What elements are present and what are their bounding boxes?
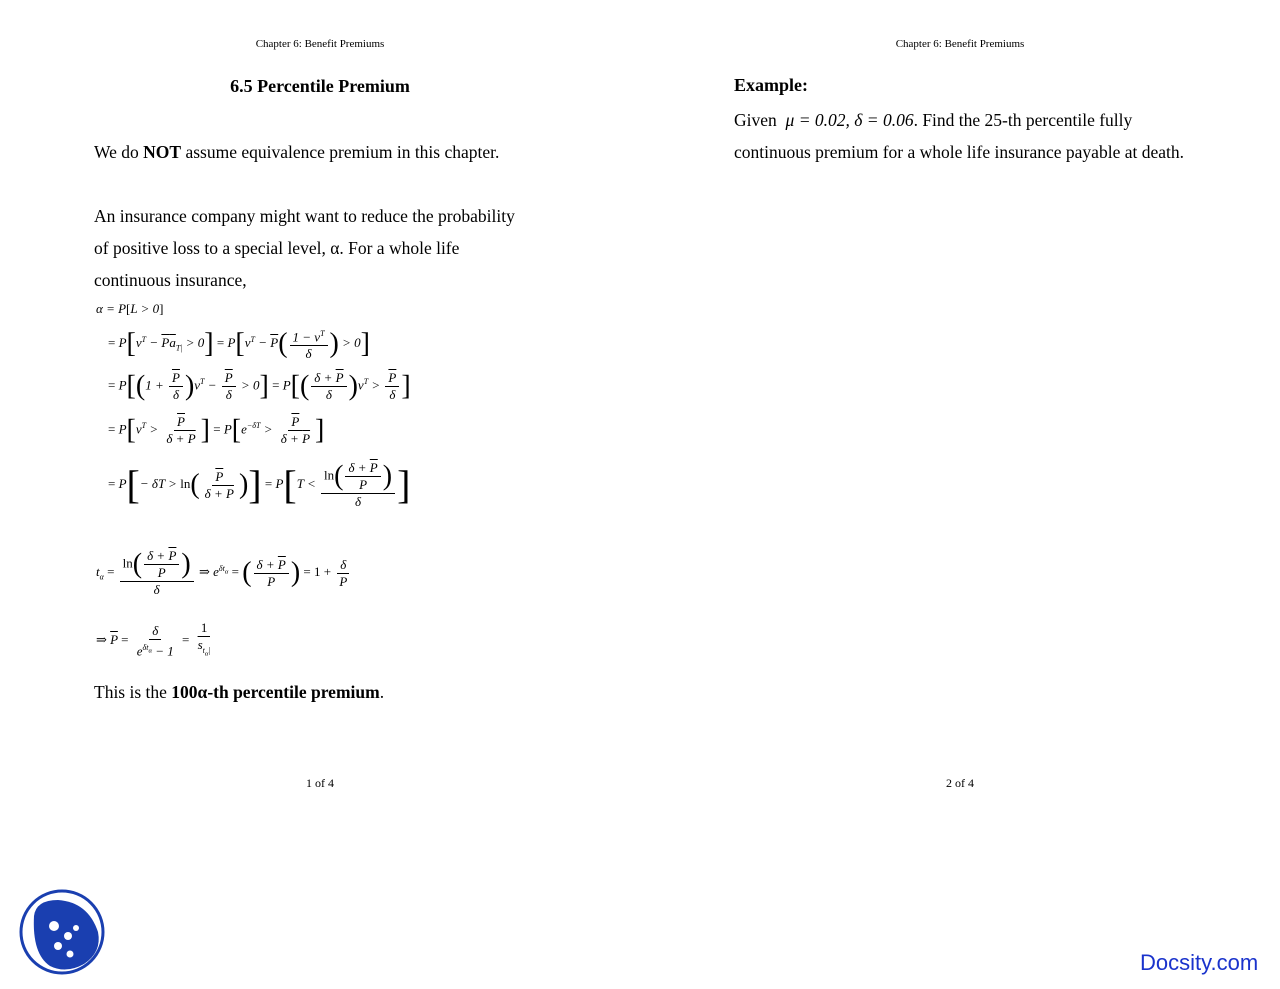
para3-pre: This is the	[94, 682, 172, 702]
eq-row-4: = $P[v^T$ > $\frac{\overline{P}}{\delta + \overline{P}}$ ] = $P[e^{-\delta T}$ > $\frac{\overline{P}}{\delta + \overline{P}}$ ]	[108, 414, 325, 446]
eq-row-6: $t_\alpha$ = ln( $\frac{\delta + \overline{P}}{P}$ ) δ ⇒ $e^{\delta t_\alpha}$ = ( $\frac{\delta + \overline{P}}{P}$ ) = 1 + $\frac{\delta}{P}$	[96, 548, 352, 598]
example-given: Given	[734, 110, 777, 130]
page-number-left: 1 of 4	[306, 776, 334, 790]
docsity-brand-text[interactable]: Docsity.com	[1140, 950, 1259, 975]
eq-row-3: = P[(1 + $\frac{\overline{P}}{\delta}$ )$v^T$ − $\frac{\overline{P}}{\delta}$ > 0] = P[( $\frac{\delta + \overline{P}}{\delta}$ )$v^T$ > $\frac{\overline{P}}{\delta}$ ]	[108, 370, 411, 402]
paragraph-no-equivalence	[94, 136, 564, 168]
eq-row-1: α = P[L > 0]	[96, 301, 164, 316]
paragraph-intro: An insurance company might want to reduce the probability of positive loss to a special level, α. For a whole life continuous insurance,	[94, 206, 515, 290]
para1-pre: We do	[94, 142, 144, 162]
paragraph-conclusion	[94, 676, 564, 708]
eq-row-2: = $P[v^T - \overline{P}\overline{a}_{T|} > 0] = P[v^T - \overline{P}$( $\frac{1 - v^T}{\delta}$ ) > 0]	[108, 326, 370, 362]
para1-post: assume equivalence premium in this chapter.	[181, 142, 500, 162]
page-right	[640, 0, 1280, 989]
eq-row-5: = P[− δT > ln( $\frac{\overline{P}}{\delta + \overline{P}}$ )] = P[T < ln( $\frac{\delta + \overline{P}}{P}$ ) δ ]	[108, 460, 411, 509]
example-mu: μ = 0.02,	[785, 110, 850, 130]
para1-bold: NOT	[143, 142, 182, 162]
example-text-after: . Find the 25-th percentile fully continuous premium for a whole life insurance payable at death.	[734, 110, 1184, 162]
para3-post: .	[379, 682, 385, 702]
example-text	[734, 104, 1184, 168]
section-title: 6.5 Percentile Premium	[230, 76, 410, 96]
page-number-right: 2 of 4	[946, 776, 974, 790]
running-header-right: Chapter 6: Benefit Premiums	[895, 38, 1025, 50]
docsity-logo-icon	[18, 888, 106, 976]
running-header-left: Chapter 6: Benefit Premiums	[255, 38, 385, 50]
example-title: Example:	[734, 75, 808, 95]
example-delta: δ = 0.06	[854, 110, 914, 130]
para3-bold: 100α-th percentile premium	[171, 682, 380, 702]
eq-row-7: ⇒ $\overline{P}$ = $\frac{\delta}{e^{\delta t_\alpha} - 1}$ = $\frac{1}{\overline{s}_{t_\alpha|}}$	[96, 620, 211, 659]
